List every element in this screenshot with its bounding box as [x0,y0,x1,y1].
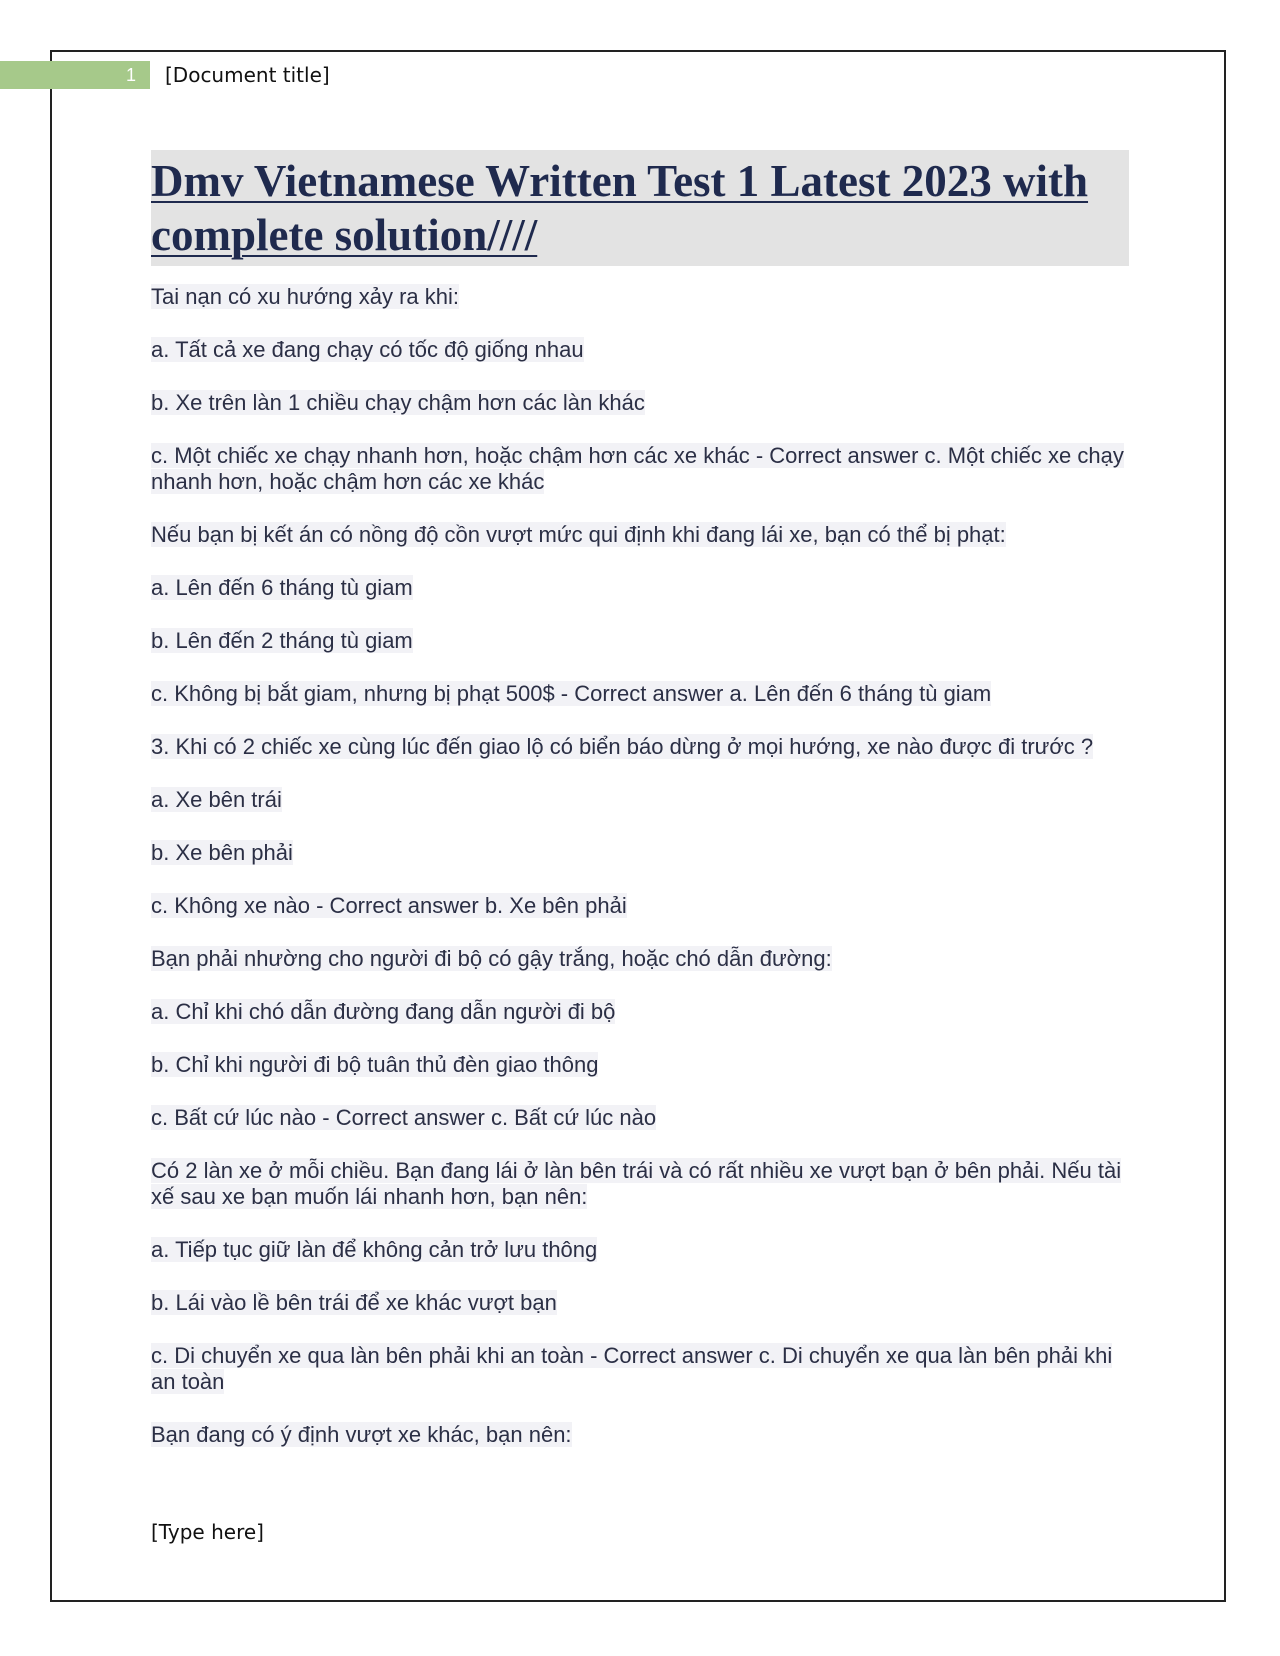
paragraph[interactable]: c. Một chiếc xe chạy nhanh hơn, hoặc chậm hơn các xe khác - Correct answer c. Một chiếc xe chạy nhanh hơn, hoặc chậm hơn các xe khác [151,443,1124,494]
paragraph[interactable]: b. Xe bên phải [151,840,293,865]
paragraph[interactable]: a. Tiếp tục giữ làn để không cản trở lưu thông [151,1237,598,1262]
paragraph[interactable]: Nếu bạn bị kết án có nồng độ cồn vượt mức qui định khi đang lái xe, bạn có thể bị phạt: [151,522,1006,547]
paragraph[interactable]: b. Xe trên làn 1 chiều chạy chậm hơn các làn khác [151,390,645,415]
paragraph[interactable]: a. Chỉ khi chó dẫn đường đang dẫn người đi bộ [151,999,616,1024]
document-body [151,150,1129,1475]
paragraph[interactable]: a. Lên đến 6 tháng tù giam [151,575,413,600]
paragraph[interactable]: a. Xe bên trái [151,787,282,812]
paragraph[interactable]: b. Lên đến 2 tháng tù giam [151,628,413,653]
paragraph[interactable]: b. Chỉ khi người đi bộ tuân thủ đèn giao thông [151,1052,599,1077]
paragraph[interactable]: b. Lái vào lề bên trái để xe khác vượt bạn [151,1290,557,1315]
paragraph[interactable]: c. Không bị bắt giam, nhưng bị phạt 500$ - Correct answer a. Lên đến 6 tháng tù giam [151,681,992,706]
header-document-title[interactable]: [Document title] [165,63,330,87]
paragraph[interactable]: Bạn phải nhường cho người đi bộ có gậy trắng, hoặc chó dẫn đường: [151,946,832,971]
paragraph[interactable]: c. Không xe nào - Correct answer b. Xe bên phải [151,893,627,918]
paragraph[interactable]: Bạn đang có ý định vượt xe khác, bạn nên: [151,1422,572,1447]
paragraph[interactable]: c. Di chuyển xe qua làn bên phải khi an toàn - Correct answer c. Di chuyển xe qua làn bên phải khi an toàn [151,1343,1113,1394]
document-title[interactable]: Dmv Vietnamese Written Test 1 Latest 2023 with complete solution//// [151,150,1129,266]
paragraph[interactable]: Tai nạn có xu hướng xảy ra khi: [151,284,459,309]
paragraph[interactable]: 3. Khi có 2 chiếc xe cùng lúc đến giao lộ có biển báo dừng ở mọi hướng, xe nào được đi trước ? [151,734,1094,759]
footer-placeholder[interactable]: [Type here] [151,1520,264,1544]
paragraph[interactable]: Có 2 làn xe ở mỗi chiều. Bạn đang lái ở làn bên trái và có rất nhiều xe vượt bạn ở bên phải. Nếu tài xế sau xe bạn muốn lái nhanh hơn, bạn nên: [151,1158,1122,1209]
paragraph[interactable]: a. Tất cả xe đang chạy có tốc độ giống nhau [151,337,584,362]
paragraph[interactable]: c. Bất cứ lúc nào - Correct answer c. Bất cứ lúc nào [151,1105,657,1130]
page-number: 1 [125,65,136,85]
